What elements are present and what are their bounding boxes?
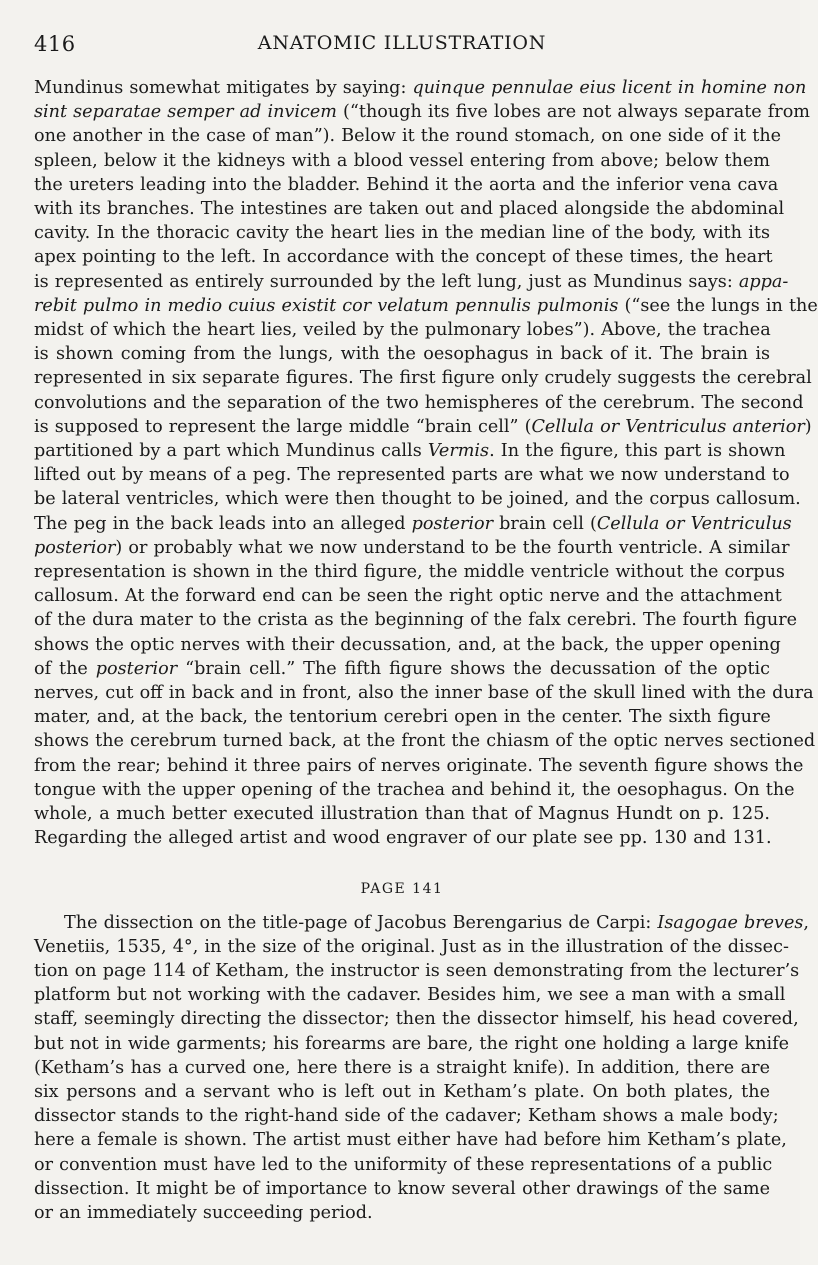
- text-line: mater, and, at the back, the tentorium cerebri open in the center. The sixth figure: [34, 707, 771, 728]
- page-number: 416: [34, 32, 76, 56]
- text-line: with its branches. The intestines are taken out and placed alongside the abdominal: [34, 199, 785, 220]
- text-line: or convention must have led to the uniformity of these representations of a public: [34, 1154, 773, 1175]
- text-line: one another in the case of man”). Below it the round stomach, on one side of it the: [34, 126, 782, 147]
- text-line: tion on page 114 of Ketham, the instructor is seen demonstrating from the lecturer’s: [34, 960, 800, 981]
- body-paragraph-2: [34, 911, 810, 1226]
- text-line: is represented as entirely surrounded by the left lung, just as Mundinus says: appa-: [34, 271, 789, 292]
- text-line: lifted out by means of a peg. The represented parts are what we now understand to: [34, 465, 790, 486]
- text-line: nerves, cut off in back and in front, also the inner base of the skull lined with the dura: [34, 683, 814, 704]
- text-line: callosum. At the forward end can be seen the right optic nerve and the attachment: [34, 586, 782, 607]
- body-paragraph-1: [34, 76, 818, 851]
- text-line: dissection. It might be of importance to know several other drawings of the same: [34, 1178, 770, 1199]
- text-line: represented in six separate figures. The first figure only crudely suggests the cerebral: [34, 368, 812, 389]
- text-line: representation is shown in the third figure, the middle ventricle without the corpus: [34, 562, 785, 583]
- text-line: The dissection on the title-page of Jacobus Berengarius de Carpi: Isagogae breves,: [64, 912, 810, 933]
- text-line: Regarding the alleged artist and wood engraver of our plate see pp. 130 and 131.: [34, 828, 772, 849]
- text-line: dissector stands to the right-hand side of the cadaver; Ketham shows a male body;: [34, 1106, 779, 1127]
- text-line: of the posterior “brain cell.” The fifth figure shows the decussation of the optic: [34, 658, 770, 679]
- text-line: from the rear; behind it three pairs of nerves originate. The seventh figure shows the: [34, 755, 804, 776]
- text-line: posterior) or probably what we now understand to be the fourth ventricle. A similar: [34, 537, 790, 558]
- text-line: but not in wide garments; his forearms are bare, the right one holding a large knife: [34, 1033, 790, 1054]
- page-header: [34, 28, 770, 60]
- text-line: apex pointing to the left. In accordance with the concept of these times, the heart: [34, 247, 773, 268]
- text-line: sint separatae semper ad invicem (“though its five lobes are not always separate from: [34, 102, 810, 123]
- text-line: platform but not working with the cadaver. Besides him, we see a man with a small: [34, 985, 786, 1006]
- text-line: six persons and a servant who is left out in Ketham’s plate. On both plates, the: [34, 1081, 770, 1102]
- text-line: is shown coming from the lungs, with the oesophagus in back of it. The brain is: [34, 344, 770, 365]
- text-line: shows the cerebrum turned back, at the front the chiasm of the optic nerves sectioned: [34, 731, 816, 752]
- text-line: be lateral ventricles, which were then thought to be joined, and the corpus callosum.: [34, 489, 801, 510]
- text-line: shows the optic nerves with their decussation, and, at the back, the upper opening: [34, 634, 781, 655]
- text-line: whole, a much better executed illustration than that of Magnus Hundt on p. 125.: [34, 804, 770, 825]
- text-line: tongue with the upper opening of the trachea and behind it, the oesophagus. On the: [34, 779, 795, 800]
- running-head: ANATOMIC ILLUSTRATION: [257, 32, 547, 54]
- text-line: convolutions and the separation of the two hemispheres of the cerebrum. The second: [34, 392, 804, 413]
- text-line: Venetiis, 1535, 4°, in the size of the original. Just as in the illustration of the dissec-: [34, 936, 789, 957]
- text-line: cavity. In the thoracic cavity the heart lies in the median line of the body, with its: [34, 223, 770, 244]
- text-line: rebit pulmo in medio cuius existit cor velatum pennulis pulmonis (“see the lungs in the: [34, 295, 818, 316]
- text-line: is supposed to represent the large middle “brain cell” (Cellula or Ventriculus anterior): [34, 416, 812, 437]
- text-line: partitioned by a part which Mundinus calls Vermis. In the figure, this part is shown: [34, 441, 786, 462]
- text-line: (Ketham’s has a curved one, here there is a straight knife). In addition, there are: [34, 1057, 770, 1078]
- section-heading: PAGE 141: [360, 880, 444, 897]
- text-line: Mundinus somewhat mitigates by saying: quinque pennulae eius licent in homine non: [34, 78, 807, 98]
- text-line: staff, seemingly directing the dissector; then the dissector himself, his head covered,: [34, 1009, 799, 1030]
- text-line: The peg in the back leads into an alleged posterior brain cell (Cellula or Ventriculus: [34, 513, 792, 534]
- text-line: or an immediately succeeding period.: [34, 1202, 373, 1223]
- text-line: here a female is shown. The artist must either have had before him Ketham’s plate,: [34, 1130, 787, 1151]
- text-line: spleen, below it the kidneys with a blood vessel entering from above; below them: [34, 150, 770, 171]
- text-line: midst of which the heart lies, veiled by the pulmonary lobes”). Above, the trachea: [34, 320, 771, 341]
- text-line: of the dura mater to the crista as the beginning of the falx cerebri. The fourth figure: [34, 610, 798, 631]
- text-line: the ureters leading into the bladder. Behind it the aorta and the inferior vena cava: [34, 174, 779, 195]
